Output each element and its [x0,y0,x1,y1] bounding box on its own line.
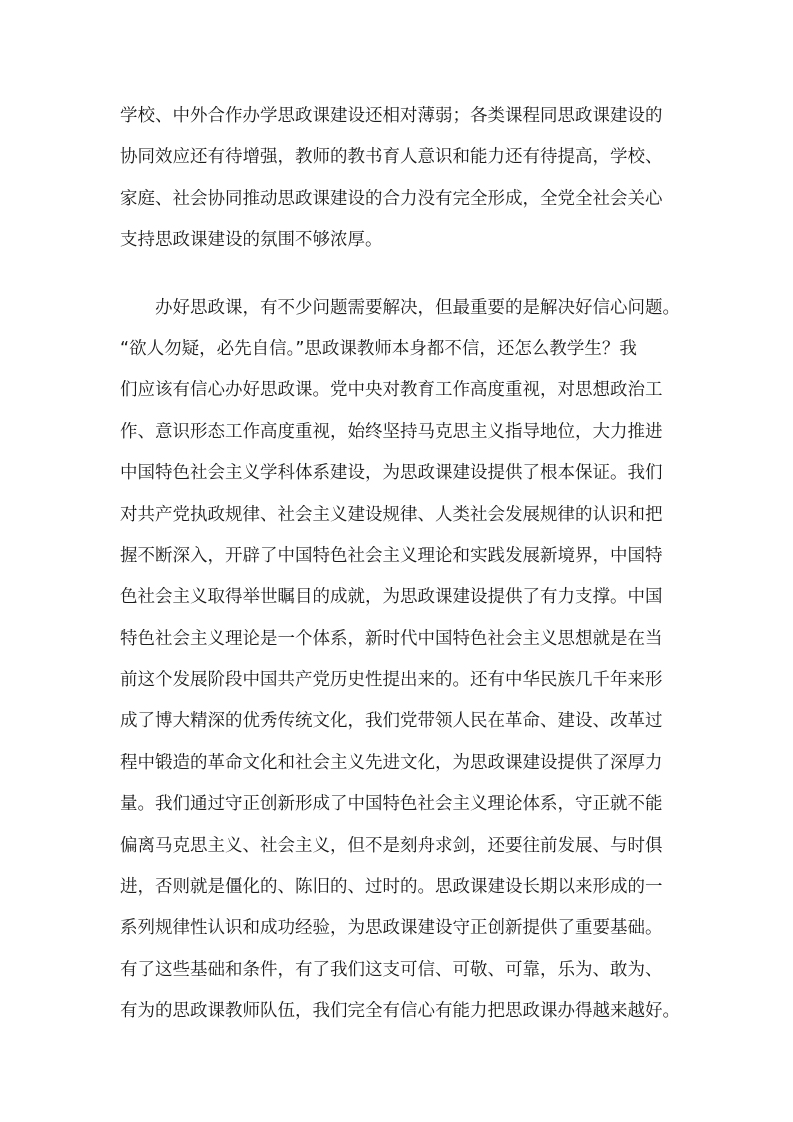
paragraph-line: 系列规律性认识和成功经验，为思政课建设守正创新提供了重要基础。 [120,918,663,939]
paragraph-line: 握不断深入，开辟了中国特色社会主义理论和实践发展新境界，中国特 [120,545,663,566]
paragraph-line: 们应该有信心办好思政课。党中央对教育工作高度重视，对思想政治工 [120,380,663,401]
paragraph-line: 协同效应还有待增强，教师的教书育人意识和能力还有待提高，学校、 [120,147,663,168]
paragraph-line: 前这个发展阶段中国共产党历史性提出来的。还有中华民族几千年来形 [120,670,663,691]
paragraph-line: “欲人勿疑，必先自信。”思政课教师本身都不信，还怎么教学生？我 [120,338,637,359]
paragraph-line: 支持思政课建设的氛围不够浓厚。 [120,230,383,251]
paragraph-2 [120,288,680,1033]
paragraph-line: 量。我们通过守正创新形成了中国特色社会主义理论体系，守正就不能 [120,794,663,815]
paragraph-line: 学校、中外合作办学思政课建设还相对薄弱；各类课程同思政课建设的 [120,106,663,126]
paragraph-line: 特色社会主义理论是一个体系，新时代中国特色社会主义思想就是在当 [120,628,663,649]
paragraph-1 [120,96,680,262]
paragraph-spacer [120,262,680,288]
paragraph-line: 有了这些基础和条件，有了我们这支可信、可敬、可靠，乐为、敢为、 [120,959,663,980]
paragraph-first-line: 办好思政课，有不少问题需要解决，但最重要的是解决好信心问题。 [155,297,680,318]
paragraph-line: 偏离马克思主义、社会主义，但不是刻舟求剑，还要往前发展、与时俱 [120,835,663,856]
paragraph-line: 程中锻造的革命文化和社会主义先进文化，为思政课建设提供了深厚力 [120,752,663,773]
paragraph-line: 中国特色社会主义学科体系建设，为思政课建设提供了根本保证。我们 [120,463,663,484]
paragraph-line: 成了博大精深的优秀传统文化，我们党带领人民在革命、建设、改革过 [120,711,663,732]
document-body [120,96,680,1033]
paragraph-line: 作、意识形态工作高度重视，始终坚持马克思主义指导地位，大力推进 [120,421,663,442]
paragraph-line: 家庭、社会协同推动思政课建设的合力没有完全形成，全党全社会关心 [120,188,663,209]
paragraph-line: 色社会主义取得举世瞩目的成就，为思政课建设提供了有力支撑。中国 [120,587,663,608]
paragraph-line: 进，否则就是僵化的、陈旧的、过时的。思政课建设长期以来形成的一 [120,877,663,898]
paragraph-line: 对共产党执政规律、社会主义建设规律、人类社会发展规律的认识和把 [120,504,663,525]
paragraph-line: 有为的思政课教师队伍，我们完全有信心有能力把思政课办得越来越好。 [120,1001,680,1022]
